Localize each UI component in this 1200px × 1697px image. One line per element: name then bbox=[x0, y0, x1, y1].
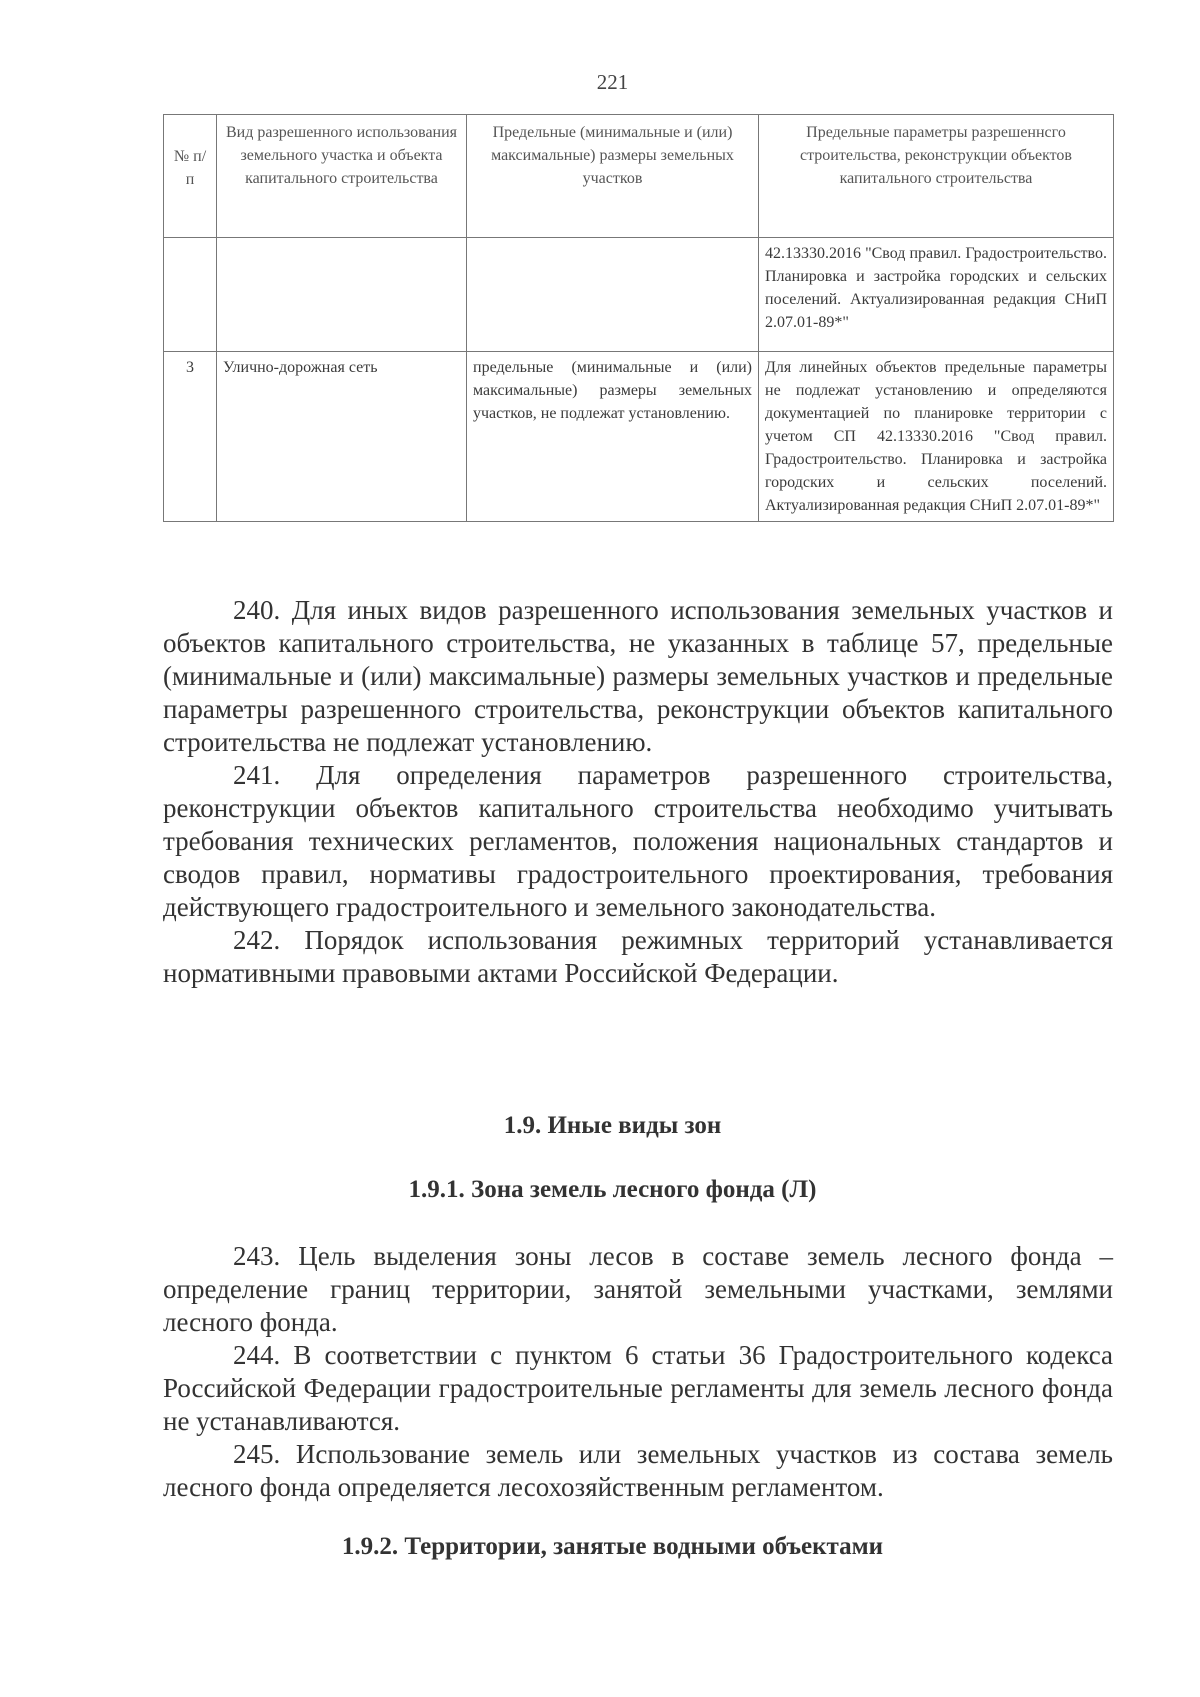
table-row bbox=[164, 352, 1114, 522]
page-number: 221 bbox=[596, 70, 629, 94]
table-header-row bbox=[164, 115, 1114, 238]
paragraph-245: 245. Использование земель или земельных участков из состава земель лесного фонда определяется лесохозяйственным регламентом. bbox=[163, 1439, 1113, 1502]
row-use-type bbox=[217, 238, 467, 352]
row-construction-params: Для линейных объектов предельные параметры не подлежат установлению и определяются документацией по планировке территории с учетом СП 42.13330.2016 "Свод правил. Градостроительство. Планировка и застройка городских и сельских поселений. Актуализированная редакция СНиП 2.07.01-89*" bbox=[759, 352, 1114, 522]
parameters-table bbox=[163, 114, 1114, 522]
header-use-type: Вид разрешенного использования земельного участка и объекта капитального строительства bbox=[217, 115, 467, 238]
paragraphs-group-a bbox=[163, 594, 1113, 990]
section-heading-1-9: 1.9. Иные виды зон bbox=[503, 1112, 722, 1139]
paragraph-240: 240. Для иных видов разрешенного использования земельных участков и объектов капитального строительства, не указанных в таблице 57, предельные (минимальные и (или) максимальные) размеры земельных участков и предельные параметры разрешенного строительства, реконструкции объектов капитального строительства не подлежат установлению. bbox=[163, 595, 1113, 757]
section-heading-1-9-1: 1.9.1. Зона земель лесного фонда (Л) bbox=[408, 1176, 817, 1203]
paragraph-242: 242. Порядок использования режимных территорий устанавливается нормативными правовыми актами Российской Федерации. bbox=[163, 925, 1113, 988]
header-number: № п/п bbox=[164, 115, 217, 238]
row-number: 3 bbox=[164, 352, 217, 522]
section-heading-1-9-2: 1.9.2. Территории, занятые водными объектами bbox=[341, 1533, 884, 1560]
row-plot-sizes: предельные (минимальные и (или) максимальные) размеры земельных участков, не подлежат установлению. bbox=[467, 352, 759, 522]
paragraph-243: 243. Цель выделения зоны лесов в составе земель лесного фонда – определение границ территории, занятой земельными участками, землями лесного фонда. bbox=[163, 1241, 1113, 1337]
table-row bbox=[164, 238, 1114, 352]
paragraph-241: 241. Для определения параметров разрешенного строительства, реконструкции объектов капитального строительства необходимо учитывать требования технических регламентов, положения национальных стандартов и сводов правил, нормативы градостроительного проектирования, требования действующего градостроительного и земельного законодательства. bbox=[163, 760, 1113, 922]
header-construction-params: Предельные параметры разрешеннсго строительства, реконструкции объектов капитального строительства bbox=[759, 115, 1114, 238]
header-plot-sizes: Предельные (минимальные и (или) максимальные) размеры земельных участков bbox=[467, 115, 759, 238]
paragraphs-group-b bbox=[163, 1240, 1113, 1504]
row-number bbox=[164, 238, 217, 352]
row-construction-params: 42.13330.2016 "Свод правил. Градостроительство. Планировка и застройка городских и сельских поселений. Актуализированная редакция СНиП 2.07.01-89*" bbox=[759, 238, 1114, 352]
paragraph-244: 244. В соответствии с пунктом 6 статьи 36 Градостроительного кодекса Российской Федерации градостроительные регламенты для земель лесного фонда не устанавливаются. bbox=[163, 1340, 1113, 1436]
row-plot-sizes bbox=[467, 238, 759, 352]
row-use-type: Улично-дорожная сеть bbox=[217, 352, 467, 522]
